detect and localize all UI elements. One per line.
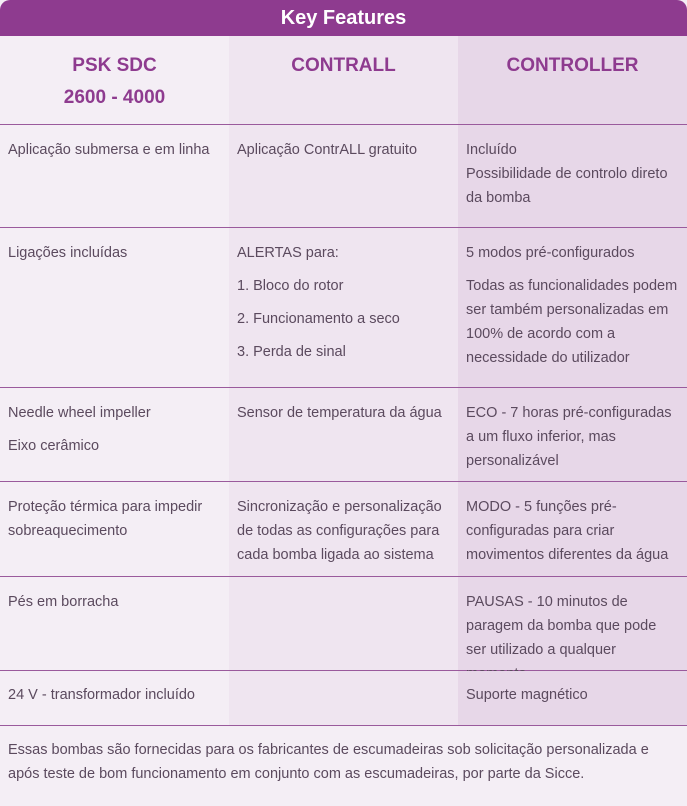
cell-text: PAUSAS - 10 minutos de paragem da bomba que pode ser utilizado a qualquer: [466, 594, 657, 658]
footer-note: Essas bombas são fornecidas para os fabricantes de escumadeiras sob solicitação personalizada e após teste de bom funcionamento em conjunto com as escumadeiras, por parte da Sicce.: [0, 726, 687, 806]
table-row: [0, 228, 687, 388]
table-cell: [458, 577, 687, 670]
table-cell: [229, 671, 458, 725]
cell-text: Pés em borracha: [8, 594, 119, 610]
header-contrall: CONTRALL: [229, 36, 458, 124]
table-cell: [0, 388, 229, 481]
table-row: [0, 482, 687, 577]
cell-text: Aplicação ContrALL gratuito: [237, 142, 418, 158]
header-psk-sdc: [0, 36, 229, 124]
header-psk-sdc-line2: 2600 - 4000: [63, 87, 166, 108]
cell-text: 5 modos pré-configurados: [466, 245, 635, 261]
table-row: [0, 577, 687, 671]
table-cell: [229, 388, 458, 481]
table-cell: [0, 125, 229, 227]
cell-text: Needle wheel impeller: [8, 405, 151, 421]
feature-table: [0, 36, 687, 726]
cell-text: 2. Funcionamento a seco: [237, 311, 400, 327]
table-cell: [458, 228, 687, 387]
table-cell: [0, 671, 229, 725]
table-cell: [0, 482, 229, 576]
table-row: [0, 125, 687, 228]
cell-text: Ligações incluídas: [8, 245, 128, 261]
cell-text: MODO - 5 funções pré-configuradas para criar movimentos diferentes da água: [466, 499, 669, 563]
cell-text: ECO - 7 horas pré-configuradas a um fluxo inferior, mas personalizável: [466, 405, 672, 469]
cell-text: 1. Bloco do rotor: [237, 278, 344, 294]
cell-text: Aplicação submersa e em linha: [8, 142, 210, 158]
cell-text: Sincronização e personalização de todas as configurações para cada bomba ligada ao sistema: [237, 499, 442, 563]
cell-text: Possibilidade de controlo direto da bomba: [466, 166, 668, 206]
table-cell: [229, 125, 458, 227]
cell-text: Eixo cerâmico: [8, 438, 100, 454]
table-cell: [458, 388, 687, 481]
cell-text: Proteção térmica para impedir sobreaquecimento: [8, 499, 203, 539]
table-cell: [229, 577, 458, 670]
table-cell: [229, 482, 458, 576]
table-cell: [0, 577, 229, 670]
header-psk-sdc-line1: PSK SDC: [72, 55, 157, 76]
cell-text: Sensor de temperatura da água: [237, 405, 442, 421]
table-row: [0, 388, 687, 482]
table-row: [0, 671, 687, 726]
header-controller: CONTROLLER: [458, 36, 687, 124]
cell-text: 3. Perda de sinal: [237, 344, 346, 360]
table-cell: [458, 482, 687, 576]
table-title: Key Features: [0, 0, 687, 36]
table-cell: [0, 228, 229, 387]
cell-text: Incluído: [466, 142, 517, 158]
table-cell: [458, 125, 687, 227]
table-cell: [458, 671, 687, 725]
cell-text: ALERTAS para:: [237, 245, 339, 261]
cell-text: Suporte magnético: [466, 687, 588, 703]
cell-text: 24 V - transformador incluído: [8, 687, 195, 703]
table-cell: [229, 228, 458, 387]
cell-text: Todas as funcionalidades podem ser também personalizadas em 100% de acordo com a necessidade do utilizador: [466, 278, 678, 366]
table-header-row: [0, 36, 687, 125]
